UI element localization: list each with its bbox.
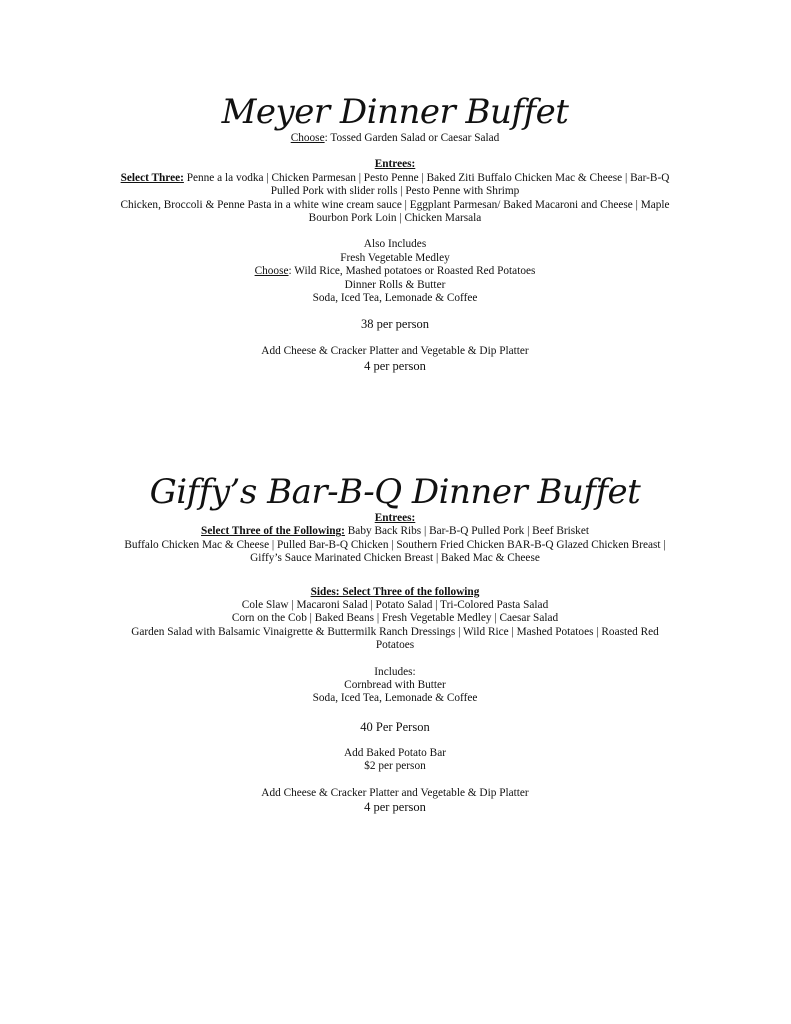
- spacer: [90, 332, 700, 345]
- giffy-sides-line: Potatoes: [375, 639, 415, 652]
- giffy-sides-line: Garden Salad with Balsamic Vinaigrette & Buttermilk Ranch Dressings | Wild Rice | Mashed Potatoes | Roasted Red: [131, 625, 659, 638]
- meyer-addon: Add Cheese & Cracker Platter and Vegetable & Dip Platter: [261, 345, 529, 358]
- spacer: [90, 566, 700, 586]
- spacer: [90, 225, 700, 238]
- meyer-select-label: Select Three:: [120, 171, 184, 184]
- meyer-entrees-line: Bourbon Pork Loin | Chicken Marsala: [308, 212, 482, 225]
- spacer: [90, 735, 700, 747]
- giffy-section: [90, 472, 700, 815]
- giffy-potato-bar-price: $2 per person: [364, 760, 426, 773]
- giffy-sides-line: Corn on the Cob | Baked Beans | Fresh Vegetable Medley | Caesar Salad: [231, 612, 559, 625]
- meyer-title: Meyer Dinner Buffet: [221, 92, 569, 132]
- meyer-addon-price: 4 per person: [364, 358, 426, 373]
- spacer: [90, 145, 700, 158]
- giffy-addon-price: 4 per person: [364, 800, 426, 815]
- meyer-rolls: Dinner Rolls & Butter: [344, 278, 446, 291]
- meyer-entrees-text: Penne a la vodka | Chicken Parmesan | Pesto Penne | Baked Ziti Buffalo Chicken Mac & Cheese | Bar-B-Q: [183, 171, 670, 184]
- meyer-salad-text: : Tossed Garden Salad or Caesar Salad: [324, 132, 500, 144]
- giffy-select-label: Select Three of the Following:: [201, 525, 345, 538]
- meyer-veg-medley: Fresh Vegetable Medley: [340, 251, 450, 264]
- giffy-addon: Add Cheese & Cracker Platter and Vegetable & Dip Platter: [261, 786, 529, 799]
- spacer: [90, 305, 700, 317]
- meyer-entrees-heading: Entrees:: [374, 158, 416, 171]
- giffy-sides-line: Cole Slaw | Macaroni Salad | Potato Salad | Tri-Colored Pasta Salad: [241, 599, 549, 612]
- meyer-side-label: Choose: [254, 265, 289, 278]
- giffy-entrees-line: Buffalo Chicken Mac & Cheese | Pulled Bar-B-Q Chicken | Southern Fried Chicken BAR-B-Q Glazed Chicken Breast |: [124, 538, 666, 551]
- meyer-also-includes: Also Includes: [363, 238, 427, 251]
- giffy-potato-bar: Add Baked Potato Bar: [344, 746, 446, 759]
- meyer-side-text: : Wild Rice, Mashed potatoes or Roasted Red Potatoes: [288, 265, 536, 278]
- giffy-title: Giffy’s Bar-B-Q Dinner Buffet: [149, 472, 641, 512]
- giffy-entrees-line: Giffy’s Sauce Marinated Chicken Breast | Baked Mac & Cheese: [250, 552, 540, 565]
- meyer-entrees-line: [90, 172, 700, 185]
- giffy-cornbread: Cornbread with Butter: [344, 679, 446, 692]
- meyer-price: 38 per person: [360, 317, 430, 332]
- giffy-entrees-line: [90, 525, 700, 538]
- giffy-includes: Includes:: [374, 665, 416, 678]
- meyer-salad-label: Choose: [290, 132, 325, 144]
- meyer-salad-line: [90, 132, 700, 145]
- spacer: [90, 706, 700, 720]
- giffy-entrees-heading: Entrees:: [374, 512, 416, 524]
- meyer-drinks: Soda, Iced Tea, Lemonade & Coffee: [312, 292, 478, 305]
- spacer: [90, 653, 700, 666]
- meyer-section: [90, 92, 700, 374]
- meyer-entrees-line: Pulled Pork with slider rolls | Pesto Penne with Shrimp: [270, 185, 520, 198]
- meyer-side-line: [90, 265, 700, 278]
- meyer-entrees-line: Chicken, Broccoli & Penne Pasta in a white wine cream sauce | Eggplant Parmesan/ Baked Macaroni and Cheese | Maple: [120, 198, 670, 211]
- giffy-price: 40 Per Person: [360, 719, 430, 734]
- spacer: [90, 774, 700, 787]
- giffy-entrees-text: Baby Back Ribs | Bar-B-Q Pulled Pork | Beef Brisket: [344, 525, 589, 538]
- giffy-drinks: Soda, Iced Tea, Lemonade & Coffee: [312, 692, 478, 705]
- giffy-sides-heading: Sides: Select Three of the following: [310, 585, 480, 598]
